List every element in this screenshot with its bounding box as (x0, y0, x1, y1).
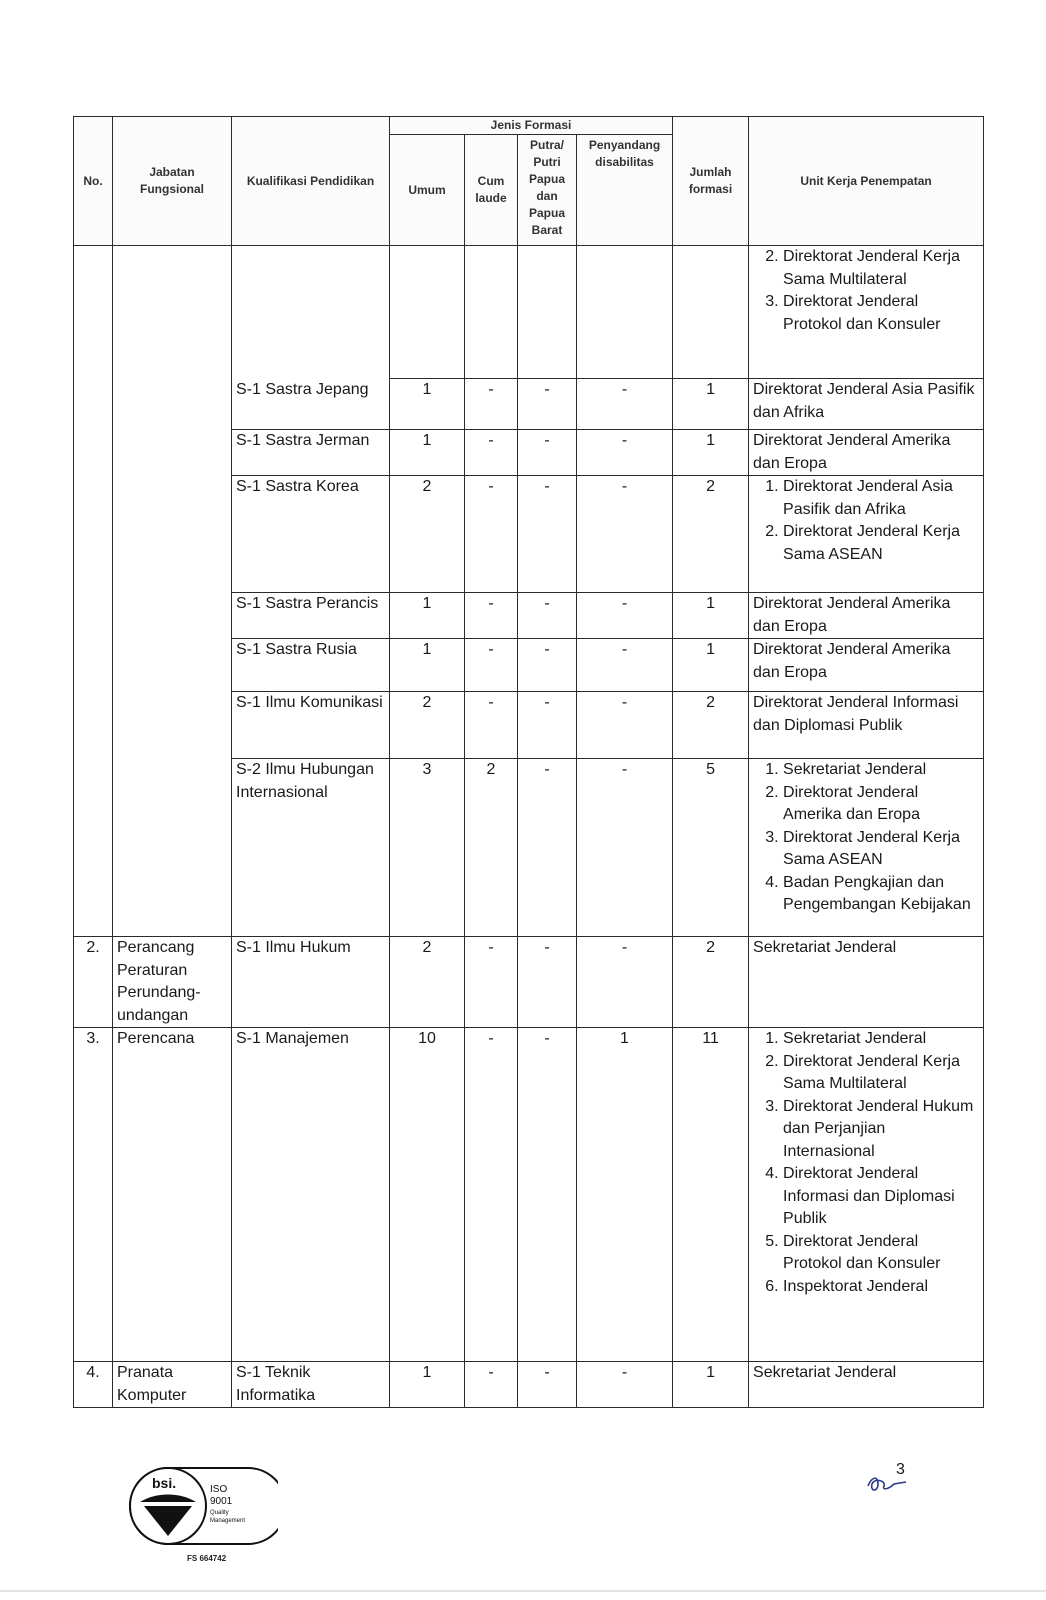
cell-unit (749, 246, 984, 379)
cell-unit: Direktorat Jenderal Informasi dan Diplomasi Publik (749, 692, 984, 759)
cell-unit: Direktorat Jenderal Amerika dan Eropa (749, 430, 984, 476)
cell-no: 2. (74, 937, 113, 1028)
cell-jabatan (113, 246, 232, 937)
cell-umum: 1 (390, 639, 465, 692)
unit-list-item: 5. Direktorat Jenderal Protokol dan Konsuler (783, 1231, 979, 1276)
unit-list (753, 246, 979, 336)
cell-papua: - (518, 937, 577, 1028)
cell-kualifikasi: S-1 Ilmu Komunikasi (232, 692, 390, 759)
table-row (74, 937, 984, 1028)
cell-cum-laude (465, 246, 518, 379)
cell-umum: 2 (390, 476, 465, 593)
svg-text:Management: Management (210, 1518, 246, 1524)
cell-kualifikasi: S-1 Teknik Informatika (232, 1362, 390, 1408)
unit-list-item: 1. Sekretariat Jenderal (783, 1028, 979, 1051)
cell-umum: 10 (390, 1028, 465, 1362)
unit-list (753, 476, 979, 566)
unit-list-item: 3. Direktorat Jenderal Kerja Sama ASEAN (783, 827, 979, 872)
cell-jabatan: Perancang Peraturan Perundang-undangan (113, 937, 232, 1028)
cell-jabatan: Perencana (113, 1028, 232, 1362)
cell-cum-laude: - (465, 379, 518, 430)
cell-disabilitas: - (577, 937, 673, 1028)
paraf-signature (864, 1472, 908, 1496)
cell-cum-laude: - (465, 1362, 518, 1408)
cell-cum-laude: - (465, 593, 518, 639)
scan-edge-line (0, 1590, 1046, 1592)
cell-unit (749, 759, 984, 937)
unit-list-item: 3. Direktorat Jenderal Hukum dan Perjanjian Internasional (783, 1096, 979, 1164)
cell-umum: 1 (390, 430, 465, 476)
table-body (74, 246, 984, 1408)
cell-no: 3. (74, 1028, 113, 1362)
unit-list-item: 2. Direktorat Jenderal Kerja Sama Multilateral (783, 1051, 979, 1096)
unit-list-item: 1. Sekretariat Jenderal (783, 759, 979, 782)
cell-no (74, 246, 113, 937)
cell-disabilitas: - (577, 430, 673, 476)
unit-list (753, 759, 979, 917)
page-number: 3 (896, 1461, 905, 1478)
formasi-table (73, 116, 984, 1408)
cell-umum: 1 (390, 379, 465, 430)
cell-kualifikasi: S-1 Sastra Jerman (232, 430, 390, 476)
table-row (74, 246, 984, 379)
svg-text:Quality: Quality (210, 1510, 229, 1516)
cell-papua: - (518, 476, 577, 593)
unit-list-item: 4. Badan Pengkajian dan Pengembangan Kebijakan (783, 872, 979, 917)
cell-unit: Sekretariat Jenderal (749, 937, 984, 1028)
cell-cum-laude: - (465, 1028, 518, 1362)
cell-disabilitas: - (577, 639, 673, 692)
header-kualifikasi: Kualifikasi Pendidikan (232, 117, 390, 246)
cell-jumlah (673, 246, 749, 379)
cell-no: 4. (74, 1362, 113, 1408)
cell-unit: Direktorat Jenderal Amerika dan Eropa (749, 639, 984, 692)
cell-kualifikasi: S-1 Sastra Korea (232, 476, 390, 593)
svg-text:ISO: ISO (210, 1484, 228, 1495)
cell-papua: - (518, 1028, 577, 1362)
header-unit: Unit Kerja Penempatan (749, 117, 984, 246)
table-header (74, 117, 984, 246)
cell-jumlah: 5 (673, 759, 749, 937)
certificate-number: FS 664742 (187, 1554, 227, 1563)
cell-papua: - (518, 759, 577, 937)
cell-jumlah: 2 (673, 692, 749, 759)
cell-jumlah: 1 (673, 1362, 749, 1408)
unit-list-item: 4. Direktorat Jenderal Informasi dan Diplomasi Publik (783, 1163, 979, 1231)
cell-disabilitas: - (577, 1362, 673, 1408)
cell-kualifikasi (232, 246, 390, 379)
cell-unit (749, 476, 984, 593)
cell-umum: 2 (390, 937, 465, 1028)
cell-papua: - (518, 379, 577, 430)
cell-jumlah: 2 (673, 476, 749, 593)
cell-jumlah: 1 (673, 379, 749, 430)
cell-disabilitas (577, 246, 673, 379)
cell-cum-laude: - (465, 692, 518, 759)
cell-papua: - (518, 1362, 577, 1408)
unit-list-item: 3. Direktorat Jenderal Protokol dan Konsuler (783, 291, 979, 336)
cell-papua: - (518, 639, 577, 692)
header-disabilitas: Penyandang disabilitas (577, 135, 673, 246)
cell-jumlah: 11 (673, 1028, 749, 1362)
cell-papua: - (518, 593, 577, 639)
cell-jumlah: 1 (673, 639, 749, 692)
cell-papua: - (518, 430, 577, 476)
cell-cum-laude: - (465, 937, 518, 1028)
cell-kualifikasi: S-1 Ilmu Hukum (232, 937, 390, 1028)
cell-cum-laude: - (465, 639, 518, 692)
cell-disabilitas: 1 (577, 1028, 673, 1362)
logo-bsi-text: bsi. (152, 1475, 177, 1491)
cell-disabilitas: - (577, 759, 673, 937)
cell-unit (749, 1028, 984, 1362)
cell-disabilitas: - (577, 379, 673, 430)
unit-list-item: 2. Direktorat Jenderal Amerika dan Eropa (783, 782, 979, 827)
header-jumlah: Jumlah formasi (673, 117, 749, 246)
cell-kualifikasi: S-1 Sastra Perancis (232, 593, 390, 639)
unit-list-item: 1. Direktorat Jenderal Asia Pasifik dan Afrika (783, 476, 979, 521)
cell-umum (390, 246, 465, 379)
cell-cum-laude: - (465, 476, 518, 593)
cell-unit: Sekretariat Jenderal (749, 1362, 984, 1408)
cell-cum-laude: 2 (465, 759, 518, 937)
header-jenis-formasi: Jenis Formasi (390, 117, 673, 135)
unit-list (753, 1028, 979, 1298)
cell-kualifikasi: S-1 Sastra Rusia (232, 639, 390, 692)
unit-list-item: 2. Direktorat Jenderal Kerja Sama ASEAN (783, 521, 979, 566)
bsi-iso-logo (128, 1466, 278, 1546)
table-row (74, 1362, 984, 1408)
cell-disabilitas: - (577, 692, 673, 759)
cell-jumlah: 2 (673, 937, 749, 1028)
header-no: No. (74, 117, 113, 246)
cell-cum-laude: - (465, 430, 518, 476)
cell-disabilitas: - (577, 593, 673, 639)
cell-disabilitas: - (577, 476, 673, 593)
table-row (74, 1028, 984, 1362)
unit-list-item: 6. Inspektorat Jenderal (783, 1276, 979, 1299)
cell-papua: - (518, 692, 577, 759)
cell-unit: Direktorat Jenderal Asia Pasifik dan Afrika (749, 379, 984, 430)
cell-papua (518, 246, 577, 379)
cell-kualifikasi: S-1 Sastra Jepang (232, 379, 390, 430)
unit-list-item: 2. Direktorat Jenderal Kerja Sama Multilateral (783, 246, 979, 291)
svg-text:9001: 9001 (210, 1496, 233, 1507)
cell-kualifikasi: S-2 Ilmu Hubungan Internasional (232, 759, 390, 937)
cell-jumlah: 1 (673, 430, 749, 476)
cell-jumlah: 1 (673, 593, 749, 639)
header-cum-laude: Cum laude (465, 135, 518, 246)
cell-unit: Direktorat Jenderal Amerika dan Eropa (749, 593, 984, 639)
cell-umum: 3 (390, 759, 465, 937)
cell-umum: 1 (390, 1362, 465, 1408)
cell-kualifikasi: S-1 Manajemen (232, 1028, 390, 1362)
header-jabatan: Jabatan Fungsional (113, 117, 232, 246)
header-umum: Umum (390, 135, 465, 246)
cell-umum: 1 (390, 593, 465, 639)
cell-umum: 2 (390, 692, 465, 759)
cell-jabatan: Pranata Komputer (113, 1362, 232, 1408)
header-papua: Putra/ Putri Papua dan Papua Barat (518, 135, 577, 246)
